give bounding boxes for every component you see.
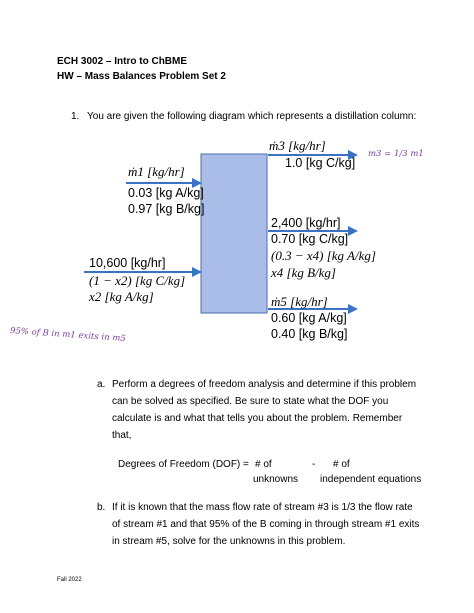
stream5-flow: ṁ5 [kg/hr] (271, 294, 328, 309)
stream4-flow: 2,400 [kg/hr] (271, 216, 341, 230)
stream3-flow: ṁ3 [kg/hr] (269, 138, 326, 153)
part-a-line-4: that, (112, 430, 132, 441)
part-a-line-1: Perform a degrees of freedom analysis and determine if this problem (112, 379, 417, 390)
dof-minus-sign: - (312, 459, 316, 470)
stream1-composition-a: 0.03 [kg A/kg] (128, 186, 204, 200)
stream4-composition-b: x4 [kg B/kg] (271, 265, 336, 280)
dof-equation-label: Degrees of Freedom (DOF) = (118, 459, 249, 470)
stream4-composition-a: (0.3 − x4) [kg A/kg] (271, 248, 376, 263)
part-b-line-3: in stream #5, solve for the unknowns in this problem. (112, 536, 346, 547)
part-a-letter: a. (97, 379, 106, 390)
part-b-line-2: of stream #1 and that 95% of the B coming in through stream #1 exits (112, 519, 420, 530)
dof-unknowns-label: unknowns (253, 474, 299, 485)
stream4-composition-c: 0.70 [kg C/kg] (271, 232, 349, 246)
dof-equations-label: independent equations (320, 474, 422, 485)
part-b-line-1: If it is known that the mass flow rate of stream #3 is 1/3 the flow rate (112, 502, 413, 513)
distillation-column (201, 154, 267, 313)
stream1-composition-b: 0.97 [kg B/kg] (128, 202, 205, 216)
stream5-composition-b: 0.40 [kg B/kg] (271, 327, 348, 341)
course-title: ECH 3002 – Intro to ChBME (57, 56, 188, 67)
part-a-line-3: calculate is and what that tells you about the problem. Remember (112, 413, 403, 424)
question-text: You are given the following diagram which represents a distillation column: (87, 111, 417, 122)
footer-term: Fall 2022 (57, 577, 82, 583)
stream1-flow: ṁ1 [kg/hr] (128, 164, 185, 179)
stream2-composition-c: (1 − x2) [kg C/kg] (89, 273, 186, 288)
stream2-composition-a: x2 [kg A/kg] (89, 289, 154, 304)
hw-title: HW – Mass Balances Problem Set 2 (57, 71, 226, 82)
dof-unknowns-header: # of (255, 459, 272, 470)
stream5-composition-a: 0.60 [kg A/kg] (271, 311, 347, 325)
stream3-composition-c: 1.0 [kg C/kg] (285, 156, 356, 170)
handwritten-note-95-percent: 95% of B in m1 exits in m5 (9, 326, 127, 345)
question-number: 1. (71, 111, 80, 122)
dof-equations-header: # of (333, 459, 350, 470)
part-a-line-2: can be solved as specified. Be sure to state what the DOF you (112, 396, 389, 407)
part-b-letter: b. (97, 502, 106, 513)
stream2-flow: 10,600 [kg/hr] (89, 256, 166, 270)
handwritten-note-m3: m3 = 1/3 m1 (368, 149, 424, 159)
